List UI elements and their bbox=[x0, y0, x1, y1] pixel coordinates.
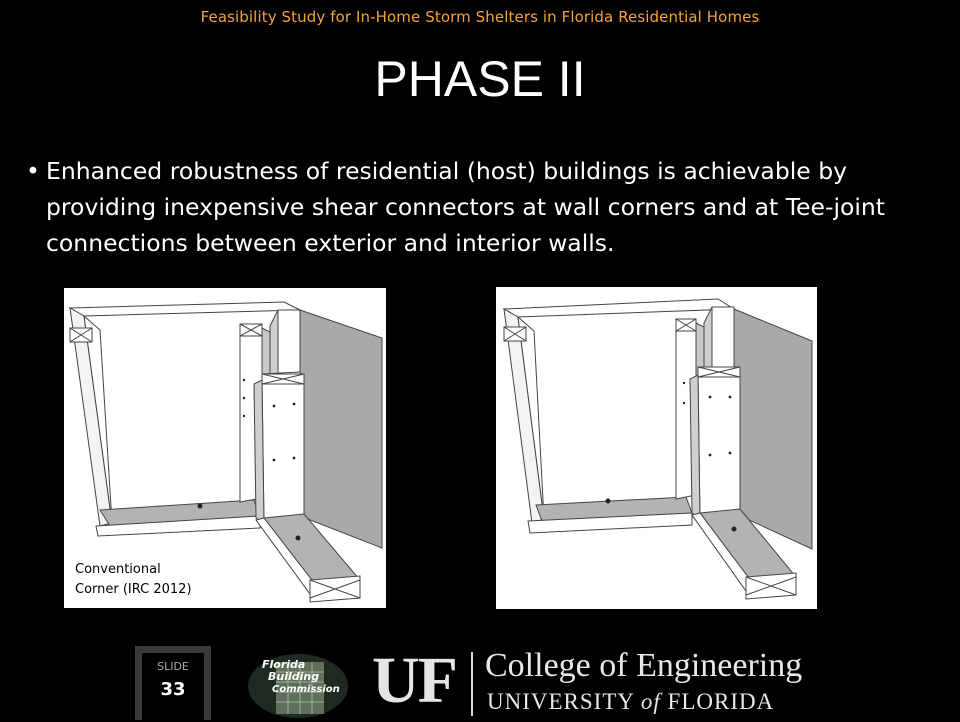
bullet-text: Enhanced robustness of residential (host) buildings is achievable by providing inexpensive shear connectors at wall corners and at Tee-joint connections between exterior and interior walls. bbox=[46, 157, 885, 257]
uf-logo: UF bbox=[372, 644, 456, 717]
fbc-logo-line-3: Commission bbox=[272, 684, 340, 695]
bullet-marker: • bbox=[26, 157, 40, 185]
header-title: Feasibility Study for In-Home Storm Shelters in Florida Residential Homes bbox=[200, 8, 760, 26]
university-of-florida-text bbox=[487, 689, 774, 715]
fbc-logo-line-1: Florida bbox=[262, 658, 306, 671]
slide-label: SLIDE bbox=[157, 660, 189, 673]
caption-line-1: Conventional bbox=[75, 562, 161, 577]
caption-line-2: Corner (IRC 2012) bbox=[75, 582, 192, 597]
university-prefix: UNIVERSITY bbox=[487, 689, 641, 714]
figure-enhanced-corner bbox=[496, 287, 817, 609]
florida-building-commission-logo bbox=[246, 648, 350, 722]
fbc-logo-line-2: Building bbox=[268, 670, 320, 683]
slide-number: 33 bbox=[160, 679, 186, 700]
bullet-point bbox=[26, 153, 931, 261]
university-suffix: FLORIDA bbox=[660, 689, 775, 714]
wall-model-drawing bbox=[496, 287, 817, 609]
slide-title: PHASE II bbox=[374, 51, 586, 107]
logo-divider bbox=[471, 652, 473, 716]
slide-number-box bbox=[135, 646, 211, 720]
university-of: of bbox=[640, 689, 661, 714]
college-of-engineering-text: College of Engineering bbox=[485, 647, 803, 684]
figure-conventional-corner bbox=[64, 288, 386, 608]
figure-caption bbox=[75, 560, 192, 600]
